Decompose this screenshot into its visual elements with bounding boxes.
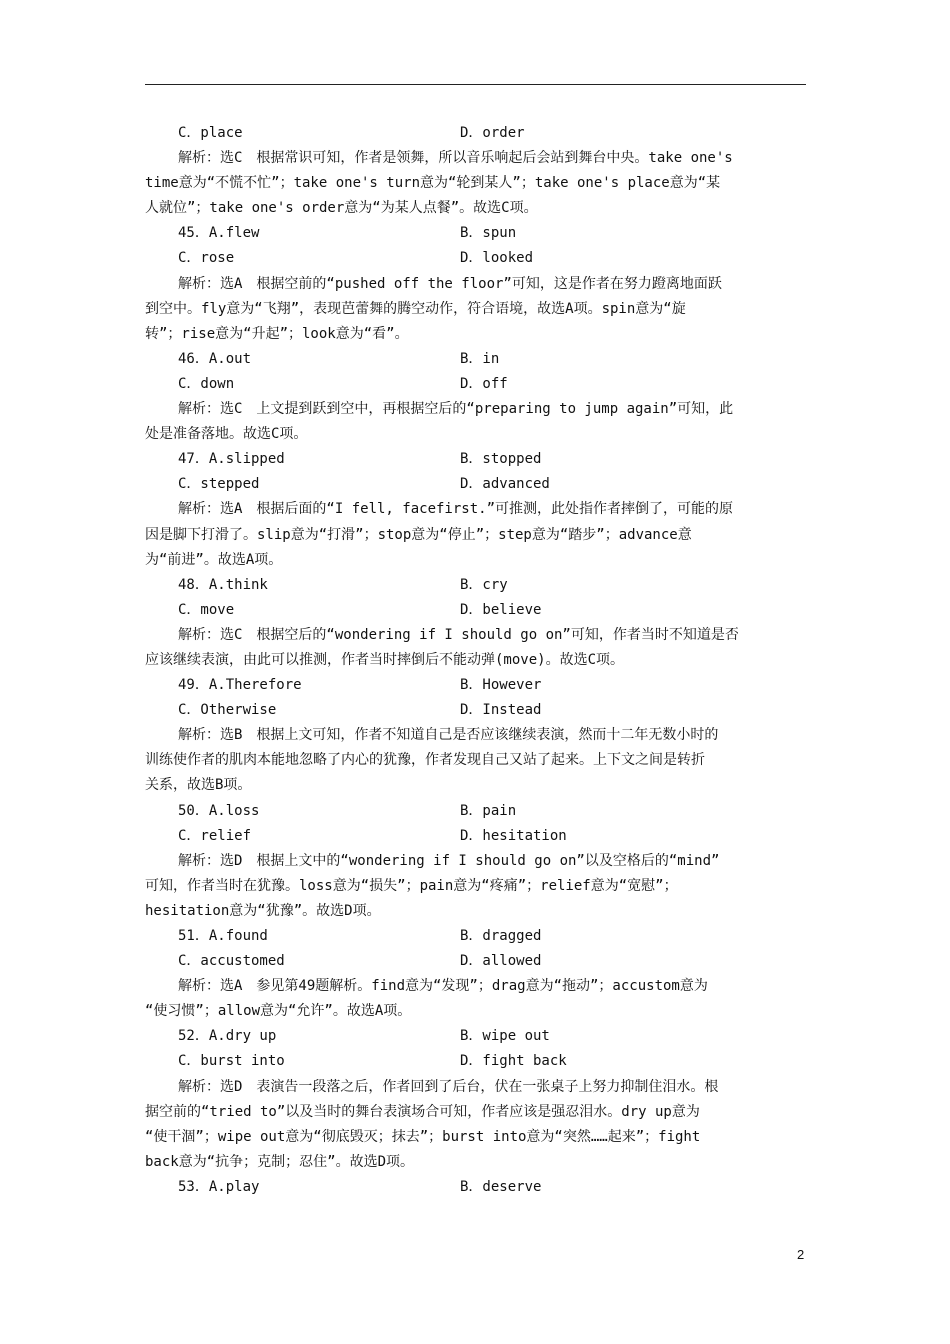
option-left: 48．A.think (178, 576, 268, 593)
option-row (145, 1049, 806, 1074)
option-right: D．hesitation (460, 827, 567, 844)
option-right: B．stopped (460, 451, 542, 468)
page-number: 2 (797, 1247, 805, 1262)
option-right: D．fight back (460, 1053, 567, 1070)
option-left: C．down (178, 375, 235, 392)
option-right: D．order (460, 125, 525, 141)
option-left: C．place (178, 125, 243, 141)
option-right: B．dragged (460, 928, 542, 944)
option-row (145, 824, 806, 849)
explanation-line: 解析：选C 上文提到跃到空中，再根据空后的“preparing to jump again”可知，此 (178, 401, 734, 418)
option-left: C．accustomed (178, 953, 285, 970)
option-row (145, 573, 806, 598)
option-row (145, 1024, 806, 1049)
option-right: B．cry (460, 576, 508, 593)
option-left: 45．A.flew (178, 225, 260, 242)
explanation-line: 解析：选C 根据常识可知，作者是领舞，所以音乐响起后会站到舞台中央。take one's (178, 150, 733, 167)
explanation-line: 解析：选D 表演告一段落之后，作者回到了后台，伏在一张桌子上努力抑制住泪水。根 (178, 1078, 719, 1095)
option-row (145, 447, 806, 472)
option-right: D．looked (460, 250, 534, 267)
option-row (145, 673, 806, 698)
option-row (145, 924, 806, 949)
explanation-line: 解析：选A 参见第49题解析。find意为“发现”；drag意为“拖动”；accustom意为 (178, 978, 708, 995)
option-left: 51．A.found (178, 928, 268, 944)
option-left: C．burst into (178, 1053, 285, 1070)
option-row (145, 246, 806, 271)
explanation-continuation: back意为“抗争；克制；忍住”。故选D项。 (145, 1153, 415, 1170)
explanation-continuation: 到空中。fly意为“飞翔”，表现芭蕾舞的腾空动作，符合语境，故选A项。spin意为“旋 (145, 300, 686, 317)
explanation-line: 解析：选C 根据空后的“wondering if I should go on”可知，作者当时不知道是否 (178, 626, 739, 643)
option-right: B．However (460, 677, 542, 694)
option-right: B．wipe out (460, 1028, 550, 1045)
option-left: 50．A.loss (178, 802, 260, 819)
explanation-continuation: 关系，故选B项。 (145, 777, 252, 794)
option-right: D．off (460, 375, 508, 392)
option-right: B．deserve (460, 1178, 542, 1195)
option-left: C．rose (178, 250, 235, 267)
option-right: B．spun (460, 225, 517, 242)
explanation-line: 解析：选D 根据上文中的“wondering if I should go on”以及空格后的“mind” (178, 852, 720, 869)
option-row (145, 347, 806, 372)
explanation-continuation: 可知，作者当时在犹豫。loss意为“损失”；pain意为“疼痛”；relief意为“宽慰”； (145, 877, 678, 894)
explanation-continuation: 应该继续表演，由此可以推测，作者当时摔倒后不能动弹(move)。故选C项。 (145, 651, 624, 668)
option-right: D．believe (460, 601, 542, 618)
option-left: C．relief (178, 827, 252, 844)
option-row (145, 472, 806, 497)
option-row (145, 598, 806, 623)
explanation-continuation: “使干涸”；wipe out意为“彻底毁灭；抹去”；burst into意为“突然……起来”；fight (145, 1128, 701, 1145)
option-left: 49．A.Therefore (178, 677, 302, 694)
option-left: 52．A.dry up (178, 1028, 277, 1045)
explanation-continuation: 训练使作者的肌肉本能地忽略了内心的犹豫，作者发现自己又站了起来。上下文之间是转折 (145, 752, 705, 769)
option-right: D．allowed (460, 953, 542, 970)
explanation-line: 解析：选A 根据后面的“I fell, facefirst.”可推测，此处指作者摔倒了，可能的原 (178, 501, 734, 518)
option-row (145, 698, 806, 723)
option-left: C．move (178, 601, 235, 618)
explanation-continuation: hesitation意为“犹豫”。故选D项。 (145, 902, 381, 919)
option-left: C．Otherwise (178, 702, 277, 719)
header-rule (145, 84, 806, 85)
explanation-continuation: 转”；rise意为“升起”；look意为“看”。 (145, 325, 409, 342)
option-left: 46．A.out (178, 350, 252, 367)
option-right: B．in (460, 350, 500, 367)
option-row (145, 121, 806, 146)
explanation-continuation: “使习惯”；allow意为“允许”。故选A项。 (145, 1003, 412, 1020)
explanation-continuation: 人就位”；take one's order意为“为某人点餐”。故选C项。 (145, 200, 538, 217)
explanation-continuation: time意为“不慌不忙”；take one's turn意为“轮到某人”；take one's place意为“某 (145, 175, 721, 192)
option-right: B．pain (460, 802, 517, 819)
option-right: D．advanced (460, 476, 550, 493)
option-right: D．Instead (460, 702, 542, 719)
explanation-continuation: 因是脚下打滑了。slip意为“打滑”；stop意为“停止”；step意为“踏步”；advance意 (145, 526, 692, 543)
explanation-line: 解析：选B 根据上文可知，作者不知道自己是否应该继续表演，然而十二年无数小时的 (178, 727, 719, 744)
document-body (145, 121, 806, 1200)
explanation-line: 解析：选A 根据空前的“pushed off the floor”可知，这是作者在努力蹬离地面跃 (178, 275, 722, 292)
option-row (145, 799, 806, 824)
option-left: C．stepped (178, 476, 260, 493)
explanation-continuation: 处是准备落地。故选C项。 (145, 426, 308, 443)
explanation-continuation: 据空前的“tried to”以及当时的舞台表演场合可知，作者应该是强忍泪水。dry up意为 (145, 1103, 700, 1120)
explanation-continuation: 为“前进”。故选A项。 (145, 551, 283, 568)
option-left: 53．A.play (178, 1178, 260, 1195)
option-row (145, 372, 806, 397)
option-row (145, 221, 806, 246)
option-left: 47．A.slipped (178, 451, 285, 468)
option-row (145, 1175, 806, 1200)
option-row (145, 949, 806, 974)
